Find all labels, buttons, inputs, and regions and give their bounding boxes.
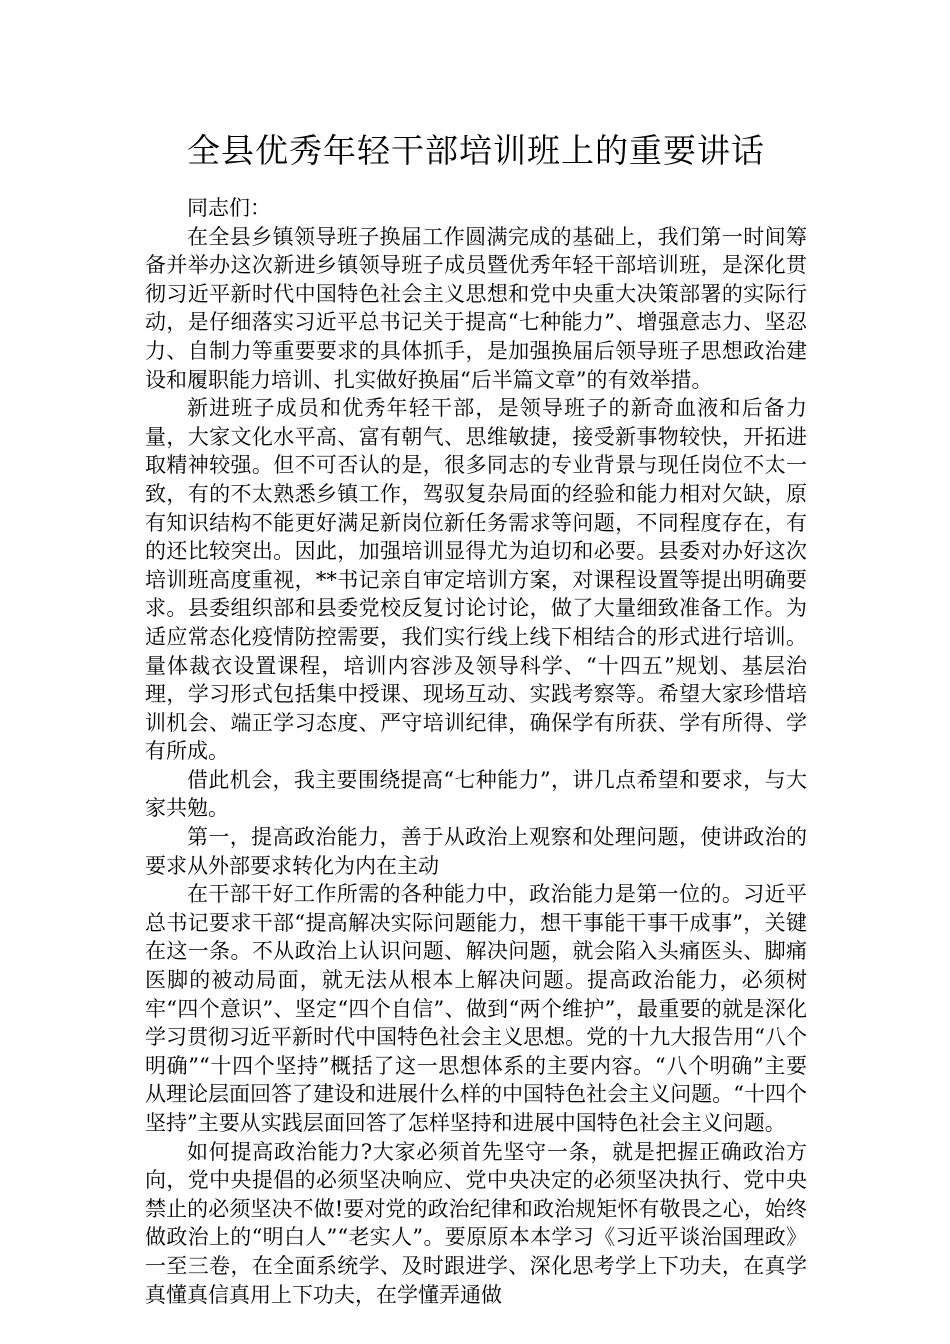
document-page bbox=[145, 0, 807, 1344]
document-body bbox=[145, 194, 807, 1309]
section-heading-paragraph: 第一，提高政治能力，善于从政治上观察和处理问题，使讲政治的要求从外部要求转化为内在主动 bbox=[145, 825, 807, 878]
body-paragraph: 如何提高政治能力?大家必须首先坚守一条，就是把握正确政治方向，党中央提倡的必须坚决响应、党中央决定的必须坚决执行、党中央禁止的必须坚决不做!要对党的政治纪律和政治规矩怀有敬畏之心，始终做政治上的“明白人”“老实人”。要原原本本学习《习近平谈治国理政》一至三卷，在全面系统学、及时跟进学、深化思考学上下功夫，在真学真懂真信真用上下功夫，在学懂弄通做 bbox=[145, 1139, 807, 1307]
body-paragraph: 新进班子成员和优秀年轻干部，是领导班子的新奇血液和后备力量，大家文化水平高、富有朝气、思维敏捷，接受新事物较快，开拓进取精神较强。但不可否认的是，很多同志的专业背景与现任岗位不太一致，有的不太熟悉乡镇工作，驾驭复杂局面的经验和能力相对欠缺，原有知识结构不能更好满足新岗位新任务需求等问题，不同程度存在，有的还比较突出。因此，加强培训显得尤为迫切和必要。县委对办好这次培训班高度重视，**书记亲自审定培训方案，对课程设置等提出明确要求。县委组织部和县委党校反复讨论讨论，做了大量细致准备工作。为适应常态化疫情防控需要，我们实行线上线下相结合的形式进行培训。量体裁衣设置课程，培训内容涉及领导科学、“十四五”规划、基层治理，学习形式包括集中授课、现场互动、实践考察等。希望大家珍惜培训机会、端正学习态度、严守培训纪律，确保学有所获、学有所得、学有所成。 bbox=[145, 396, 807, 764]
body-paragraph: 在干部干好工作所需的各种能力中，政治能力是第一位的。习近平总书记要求干部“提高解决实际问题能力，想干事能干事干成事”，关键在这一条。不从政治上认识问题、解决问题，就会陷入头痛医头、脚痛医脚的被动局面，就无法从根本上解决问题。提高政治能力，必须树牢“四个意识”、坚定“四个自信”、做到“两个维护”，最重要的就是深化学习贯彻习近平新时代中国特色社会主义思想。党的十九大报告用“八个明确”“十四个坚持”概括了这一思想体系的主要内容。“八个明确”主要从理论层面回答了建设和进展什么样的中国特色社会主义问题。“十四个坚持”主要从实践层面回答了怎样坚持和进展中国特色社会主义问题。 bbox=[145, 882, 807, 1135]
salutation-paragraph: 同志们： bbox=[187, 196, 271, 220]
body-paragraph: 借此机会，我主要围绕提高“七种能力”，讲几点希望和要求，与大家共勉。 bbox=[145, 767, 807, 821]
document-title: 全县优秀年轻干部培训班上的重要讲话 bbox=[187, 131, 765, 170]
body-paragraph: 在全县乡镇领导班子换届工作圆满完成的基础上，我们第一时间筹备并举办这次新进乡镇领导班子成员暨优秀年轻干部培训班，是深化贯彻习近平新时代中国特色社会主义思想和党中央重大决策部署的实际行动，是仔细落实习近平总书记关于提高“七种能力”、增强意志力、坚忍力、自制力等重要要求的具体抓手，是加强换届后领导班子思想政治建设和履职能力培训、扎实做好换届“后半篇文章”的有效举措。 bbox=[145, 224, 807, 392]
